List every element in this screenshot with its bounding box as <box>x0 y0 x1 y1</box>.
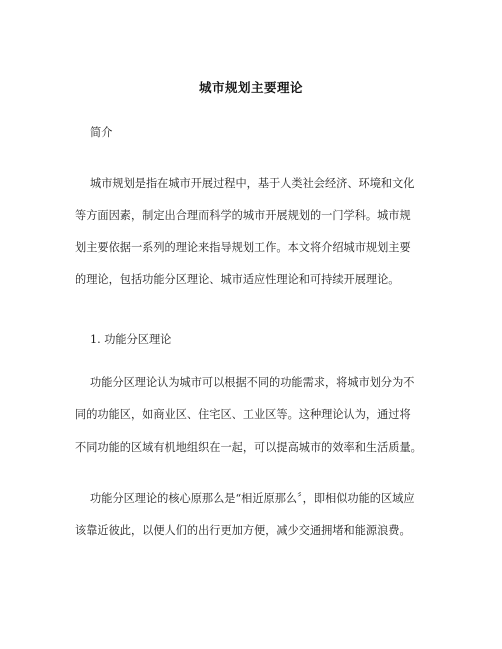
section-1-heading: 1. 功能分区理论 <box>90 333 172 346</box>
paragraph-2-line-3: 不同功能的区域有机地组织在一起，可以提高城市的效率和生活质量。 <box>75 441 422 454</box>
paragraph-2-line-2: 同的功能区，如商业区、住宅区、工业区等。这种理论认为，通过将 <box>75 408 411 421</box>
document-title: 城市规划主要理论 <box>198 80 303 95</box>
paragraph-3-line-1: 功能分区理论的核心原那么是“相近原那么〞，即相似功能的区域应 <box>90 492 415 505</box>
paragraph-2-line-1: 功能分区理论认为城市可以根据不同的功能需求，将城市划分为不 <box>90 376 415 389</box>
paragraph-3-line-2: 该靠近彼此，以便人们的出行更加方便，减少交通拥堵和能源浪费。 <box>75 524 411 537</box>
paragraph-1-line-4: 的理论，包括功能分区理论、城市适应性理论和可持续开展理论。 <box>75 273 400 286</box>
paragraph-1-line-2: 等方面因素，制定出合理而科学的城市开展规划的一门学科。城市规 <box>75 209 411 222</box>
intro-heading: 简介 <box>90 126 113 139</box>
paragraph-1-line-1: 城市规划是指在城市开展过程中，基于人类社会经济、环境和文化 <box>90 177 415 190</box>
paragraph-1-line-3: 划主要依据一系列的理论来指导规划工作。本文将介绍城市规划主要 <box>75 241 411 254</box>
